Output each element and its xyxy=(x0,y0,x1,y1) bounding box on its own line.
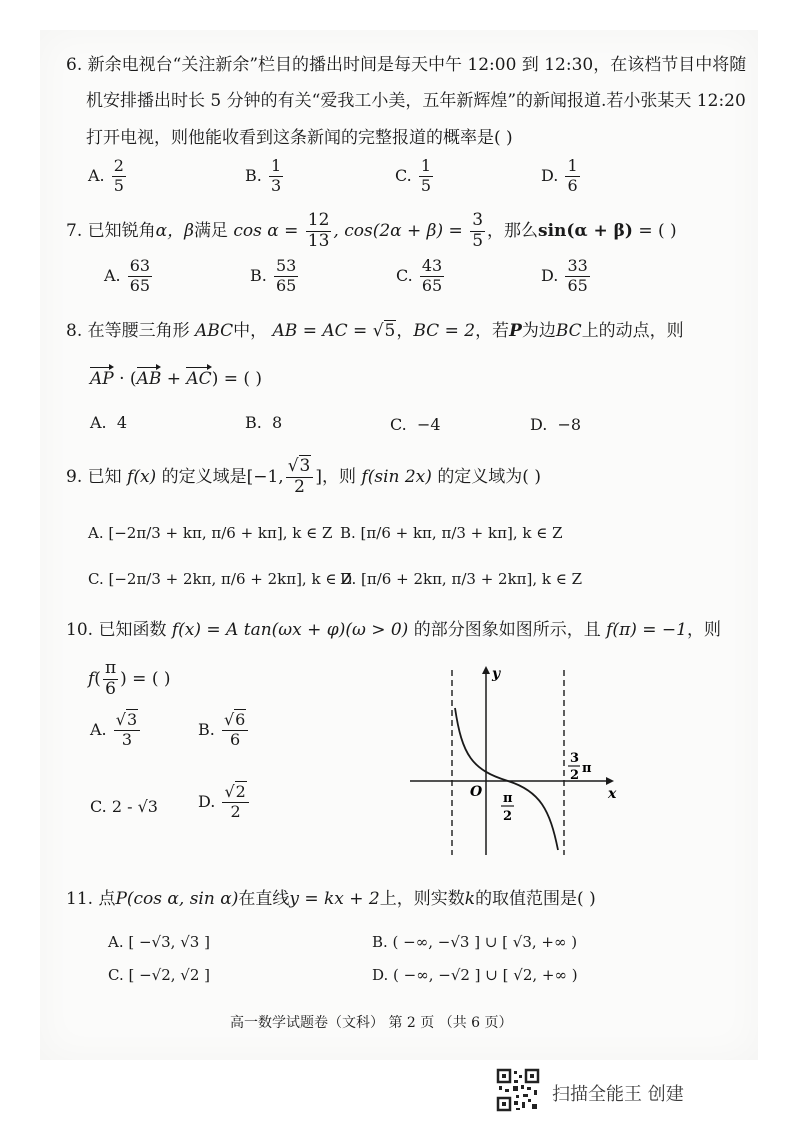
q6-option-d: D. $\frac{1}{6}$ xyxy=(541,156,578,195)
q9-option-d: D. [π/6 + 2kπ, π/3 + 2kπ], k ∈ Z xyxy=(340,570,583,588)
pi-half-num: π xyxy=(503,791,513,806)
q8-option-b: B. 8 xyxy=(245,413,283,432)
q10-ask: f( $\frac{\pi}{6}$ ) = ( ) xyxy=(88,658,171,699)
tangent-curve xyxy=(455,708,558,850)
q8-stem-line1: 8. 在等腰三角形 ABC中， AB = AC = √5，BC = 2，若P为边BC上的动点，则 xyxy=(66,321,684,341)
q9-stem: 9. 已知 f(x) 的定义域是[−1, $\frac{√3}{2}$ ]，则 f(sin 2x) 的定义域为( ) xyxy=(66,456,541,497)
q11-option-a: A. [ −√3, √3 ] xyxy=(108,933,210,951)
three-half-den: 2 xyxy=(570,768,580,783)
three-half-pi: π xyxy=(582,761,592,776)
scanner-watermark-text: 扫描全能王 创建 xyxy=(552,1084,684,1105)
q6-option-c: C. $\frac{1}{5}$ xyxy=(395,156,432,195)
q9-option-c: C. [−2π/3 + 2kπ, π/6 + 2kπ], k ∈ Z xyxy=(88,570,352,588)
y-axis-arrow xyxy=(482,666,490,674)
x-axis-arrow xyxy=(606,777,614,785)
y-label: y xyxy=(492,666,501,682)
q10-option-b: B. $\frac{√6}{6}$ xyxy=(198,712,250,749)
page-footer: 高一数学试题卷（文科） 第 2 页 （共 6 页） xyxy=(230,1015,513,1031)
q10-stem: 10. 已知函数 f(x) = A tan(ωx + φ)(ω > 0) 的部分图象如图所示，且 f(π) = −1，则 xyxy=(66,620,721,640)
q8-option-d: D. −8 xyxy=(530,415,582,434)
q11-stem: 11. 点P(cos α, sin α)在直线y = kx + 2上，则实数k的取值范围是( ) xyxy=(66,889,596,909)
q9-option-b: B. [π/6 + kπ, π/3 + kπ], k ∈ Z xyxy=(340,524,563,542)
q7-stem: 7. 已知锐角α，β满足 cos α = $\frac{12}{13}$ , cos(2α + β) = $\frac{3}{5}$ ，那么sin(α + β) = ( ) xyxy=(66,210,677,251)
q7-option-c: C. $\frac{43}{65}$ xyxy=(396,256,443,295)
q7-option-d: D. $\frac{33}{65}$ xyxy=(541,256,588,295)
q8-option-c: C. −4 xyxy=(390,415,441,434)
q6-line3: 打开电视，则他能收看到这条新闻的完整报道的概率是( ) xyxy=(86,128,513,148)
origin-label: O xyxy=(470,784,483,800)
q6-option-a: A. $\frac{2}{5}$ xyxy=(88,156,124,195)
q9-option-a: A. [−2π/3 + kπ, π/6 + kπ], k ∈ Z xyxy=(88,524,333,542)
q6-option-b: B. $\frac{1}{3}$ xyxy=(245,156,282,195)
q6-line1: 6. 新余电视台“关注新余”栏目的播出时间是每天中午 12:00 到 12:30，在该档节目中将随 xyxy=(66,55,747,75)
q11-option-b: B. ( −∞, −√3 ] ∪ [ √3, +∞ ) xyxy=(372,933,578,951)
pi-half-den: 2 xyxy=(503,809,513,824)
q8-stem-line2: AP · (AB + AC) = ( ) xyxy=(90,369,263,389)
q7-option-a: A. $\frac{63}{65}$ xyxy=(104,256,151,295)
q10-tangent-graph xyxy=(400,660,630,860)
q11-option-d: D. ( −∞, −√2 ] ∪ [ √2, +∞ ) xyxy=(372,966,578,984)
q10-option-c: C. 2 - √3 xyxy=(90,797,158,816)
qr-code-icon xyxy=(496,1068,540,1112)
q10-option-d: D. $\frac{√2}{2}$ xyxy=(198,784,251,821)
x-label: x xyxy=(608,786,617,802)
q11-option-c: C. [ −√2, √2 ] xyxy=(108,966,211,984)
q7-option-b: B. $\frac{53}{65}$ xyxy=(250,256,297,295)
three-half-num: 3 xyxy=(570,751,580,766)
q8-option-a: A. 4 xyxy=(90,413,127,432)
q10-option-a: A. $\frac{√3}{3}$ xyxy=(90,712,142,749)
q6-line2: 机安排播出时长 5 分钟的有关“爱我工小美，五年新辉煌”的新闻报道.若小张某天 12:20 xyxy=(86,91,746,111)
